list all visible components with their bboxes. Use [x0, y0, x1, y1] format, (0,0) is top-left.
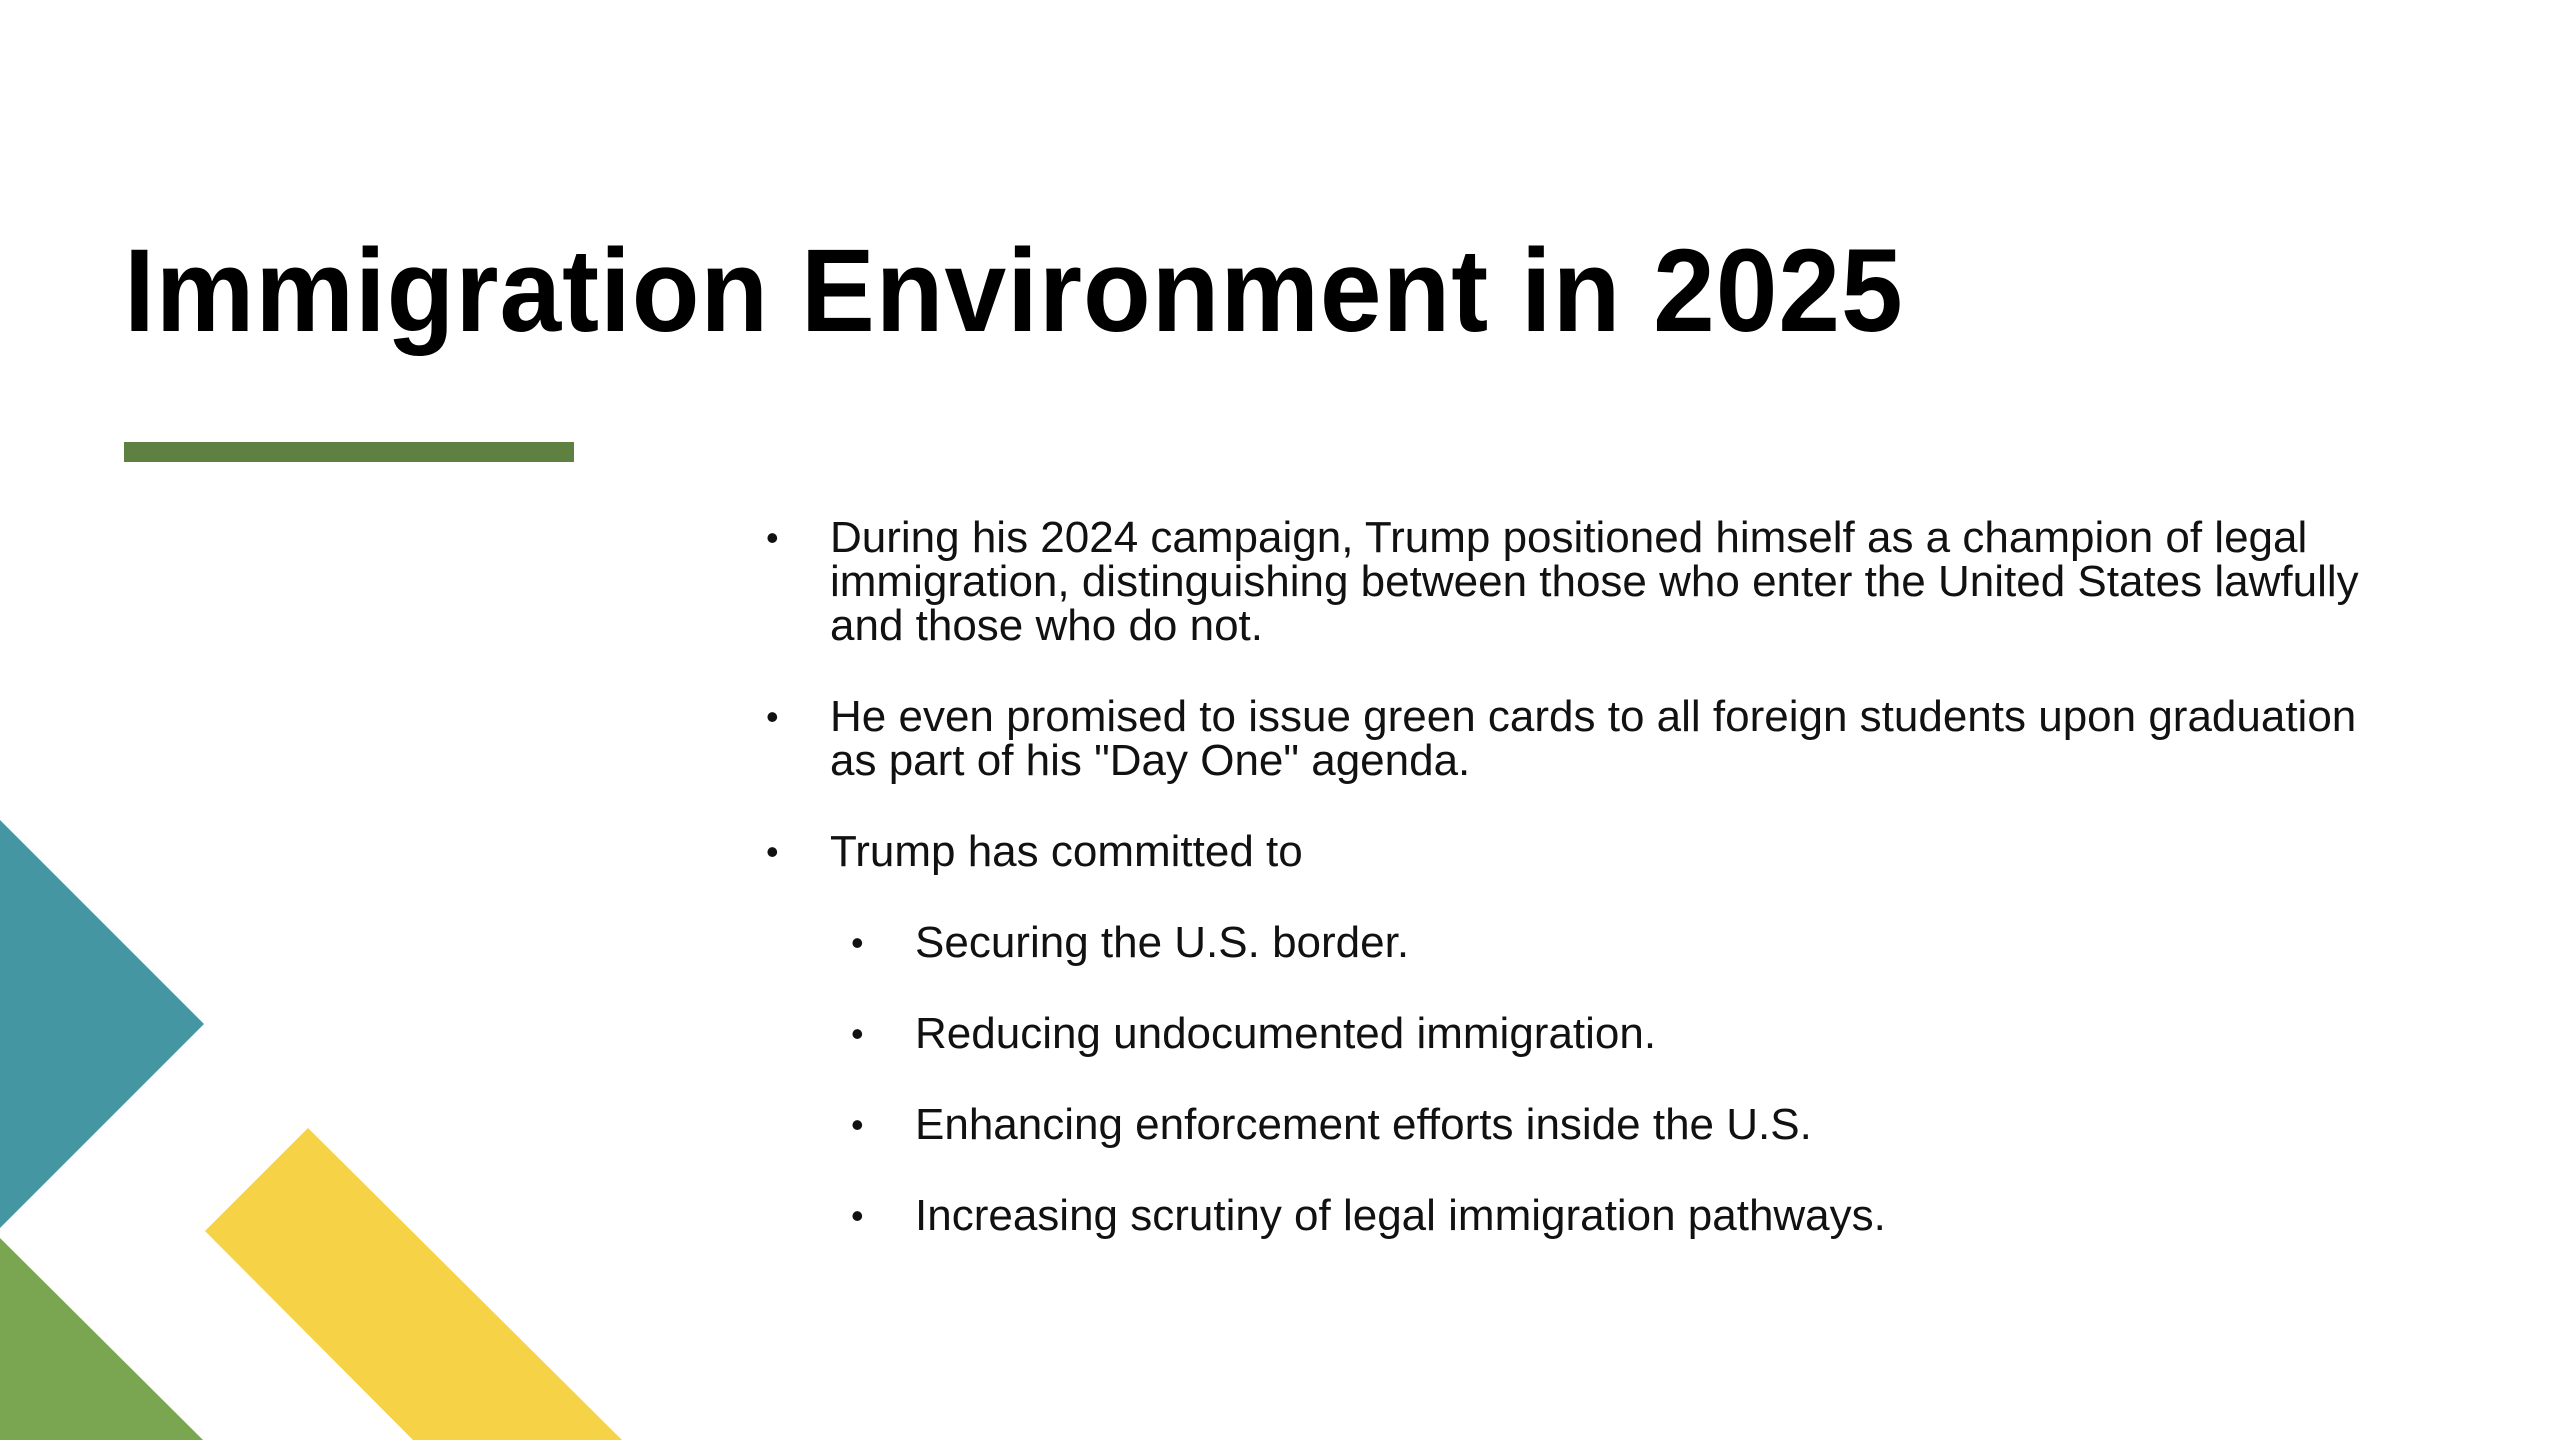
sub-bullet-item [851, 1100, 2406, 1149]
bullet-dot: • [851, 1195, 864, 1236]
slide-content [766, 513, 2406, 1285]
bullet-text: He even promised to issue green cards to all foreign students upon graduation as part of his "Day One" agenda. [830, 692, 2357, 785]
sub-bullet-item [851, 918, 2406, 967]
sub-bullet-item [851, 1191, 2406, 1240]
bullet-dot: • [766, 517, 779, 558]
bullet-item [766, 513, 2406, 650]
bullet-item [766, 692, 2406, 785]
sub-bullet-text: Securing the U.S. border. [915, 918, 1410, 967]
title-underline [124, 442, 574, 462]
bullet-dot: • [766, 831, 779, 872]
bullet-item [766, 827, 2406, 876]
bullet-dot: • [851, 922, 864, 963]
bullet-text: During his 2024 campaign, Trump positioned himself as a champion of legal immigration, distinguishing between those who enter the United States lawfully and those who do not. [830, 513, 2359, 650]
bullet-dot: • [766, 696, 779, 737]
bullet-text: Trump has committed to [830, 827, 1303, 876]
sub-bullet-text: Increasing scrutiny of legal immigration pathways. [915, 1191, 1886, 1240]
sub-bullet-text: Enhancing enforcement efforts inside the U.S. [915, 1100, 1812, 1149]
sub-bullet-item [851, 1009, 2406, 1058]
teal-triangle-shape [0, 820, 204, 1228]
bullet-dot: • [851, 1013, 864, 1054]
slide-title: Immigration Environment in 2025 [124, 225, 1904, 357]
bullet-list [766, 513, 2406, 1240]
sub-bullet-text: Reducing undocumented immigration. [915, 1009, 1657, 1058]
bullet-dot: • [851, 1104, 864, 1145]
green-triangle-shape [0, 1238, 203, 1440]
yellow-band-shape [205, 1128, 622, 1440]
